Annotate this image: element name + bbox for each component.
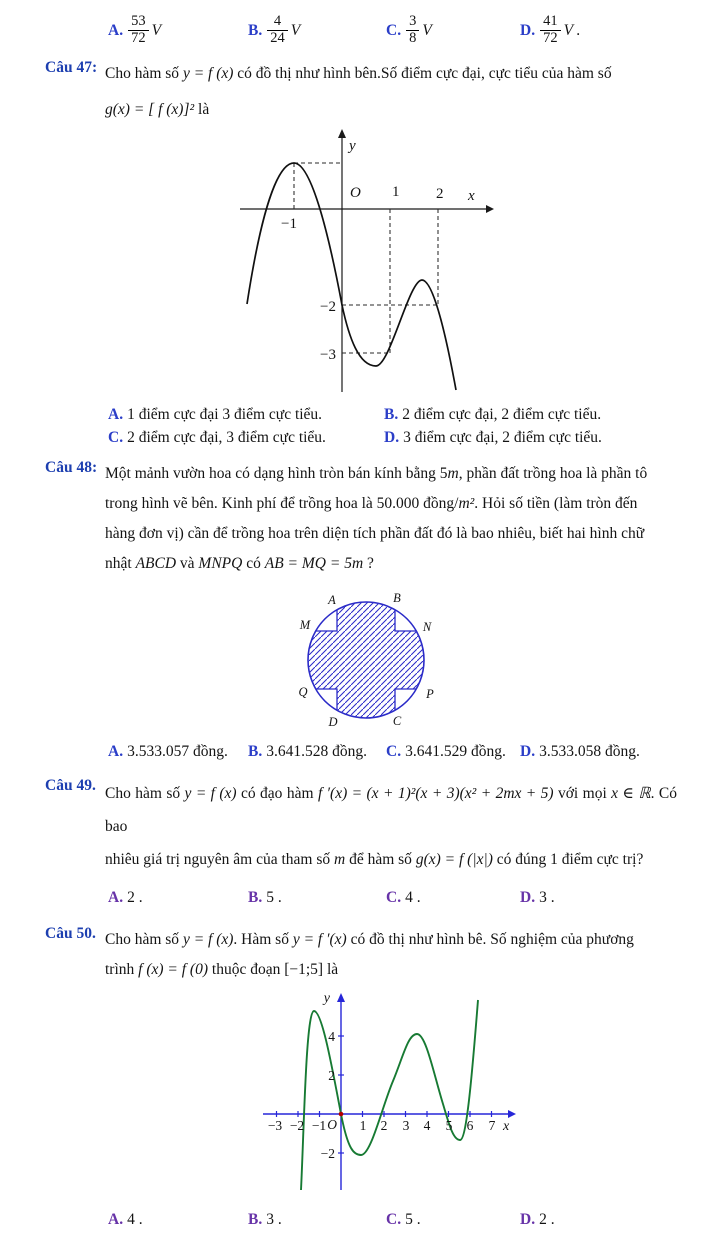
option-text: 3.641.529 đồng. [405, 742, 506, 760]
svg-text:4: 4 [328, 1028, 335, 1044]
text-run: nhiêu giá trị nguyên âm của tham số [105, 850, 334, 868]
question-48 [45, 459, 677, 763]
option-text: 2 . [127, 888, 143, 906]
y-tick-neg3: −3 [320, 346, 336, 363]
option-text: 3 . [266, 1210, 282, 1228]
x-axis-label: x [468, 187, 475, 204]
question-49-text-line2 [105, 843, 677, 876]
option-text: 3 điểm cực đại, 2 điểm cực tiểu. [403, 428, 602, 446]
svg-text:2: 2 [328, 1067, 335, 1083]
y-axis-arrow-icon [338, 129, 346, 138]
dashed-guides [294, 163, 438, 353]
text-run: có đúng 1 điểm cực trị? [492, 850, 644, 868]
svg-text:5: 5 [445, 1117, 453, 1133]
math-run: ABCD [135, 554, 177, 572]
option-letter: D. [520, 1210, 536, 1228]
svg-text:−3: −3 [267, 1117, 283, 1133]
circle-garden-svg [291, 583, 443, 731]
fraction-numerator: 41 [540, 14, 561, 31]
option-letter: C. [386, 742, 402, 760]
fraction [128, 14, 149, 47]
option-text: 3.533.058 đồng. [539, 742, 640, 760]
text-run: thuộc đoạn [208, 960, 285, 978]
option-b [384, 403, 677, 426]
figure-graph-q47 [237, 126, 677, 399]
option-b [248, 886, 386, 909]
graph-q50-svg [235, 989, 527, 1195]
question-50 [45, 925, 677, 1231]
question-49-text-line1 [105, 777, 677, 843]
question-49-label: Câu 49. [45, 776, 96, 794]
text-run: ? [363, 554, 374, 572]
option-a [108, 14, 248, 49]
option-c [108, 426, 384, 449]
text-run: trong hình vẽ bên. Kinh phí để trồng hoa là 50.000 đồng/ [105, 494, 459, 512]
label-B: B [393, 590, 401, 605]
svg-text:2: 2 [380, 1117, 388, 1133]
question-48-text-line3 [105, 519, 677, 549]
option-value: V [151, 22, 162, 39]
option-letter: C. [386, 888, 402, 906]
fraction-denominator: 72 [543, 29, 558, 46]
text-run: hàng đơn vị) cần để trồng hoa trên diện tích phần đất đó là bao nhiêu, biết hai hình chữ [105, 524, 645, 542]
math-run: y = f (x) [182, 930, 234, 948]
math-run: y = f ′(x) [292, 930, 347, 948]
option-letter: B. [248, 1210, 263, 1228]
x-axis-label: x [503, 1118, 510, 1134]
question-48-text-line1 [105, 459, 677, 489]
answer-row-previous-question [108, 14, 677, 49]
text-run: có đồ thị như hình bên.Số điểm cực đại, cực tiểu của hàm số [233, 64, 612, 82]
y-axis-label: y [323, 990, 330, 1006]
text-run: có [242, 554, 265, 572]
option-text: 5 . [405, 1210, 421, 1228]
label-N: N [422, 619, 432, 634]
option-letter: D. [384, 428, 400, 446]
origin-label: O [327, 1116, 337, 1132]
text-run: [−1;5] [284, 960, 324, 978]
origin-label: O [350, 184, 361, 201]
svg-text:6: 6 [466, 1117, 474, 1133]
math-run: g(x) = f (|x|) [415, 850, 493, 868]
text-run: Cho hàm số [105, 784, 185, 802]
text-run: nhật [105, 554, 136, 572]
graph-q47-svg [237, 126, 497, 394]
question-49 [45, 777, 677, 909]
option-text: 4 . [405, 888, 421, 906]
text-run: có đồ thị như hình bê. Số nghiệm của phương [346, 930, 634, 948]
fraction-denominator: 8 [409, 29, 417, 46]
option-value: V . [563, 22, 581, 39]
math-run: g(x) = [ f (x)]² [105, 100, 195, 118]
fraction-numerator: 3 [406, 14, 419, 31]
option-d [520, 14, 677, 49]
option-text: 4 . [127, 1210, 143, 1228]
y-axis-label: y [349, 137, 356, 154]
x-tick-2: 2 [436, 185, 444, 202]
fraction-numerator: 53 [128, 14, 149, 31]
x-axis-arrow-icon [508, 1110, 516, 1118]
fraction [267, 14, 288, 47]
question-50-text-line1 [105, 925, 677, 955]
text-run: . Hỏi số tiền (làm tròn đến [474, 494, 638, 512]
option-text: 2 điểm cực đại, 2 điểm cực tiểu. [402, 405, 602, 423]
svg-text:1: 1 [359, 1117, 367, 1133]
y-axis-arrow-icon [337, 993, 345, 1002]
option-b [248, 740, 386, 763]
text-run: và [176, 554, 199, 572]
option-text: 2 . [539, 1210, 555, 1228]
svg-text:3: 3 [402, 1117, 410, 1133]
question-47 [45, 59, 677, 449]
option-text: 3.533.057 đồng. [127, 742, 228, 760]
option-text: 3 . [539, 888, 555, 906]
option-c [386, 14, 520, 49]
option-d [520, 1208, 677, 1231]
question-48-text-line2 [105, 489, 677, 519]
text-run: là [194, 100, 210, 118]
option-text: 5 . [266, 888, 282, 906]
question-50-options [108, 1208, 677, 1231]
label-P: P [426, 686, 434, 701]
axis-ticks [277, 1036, 492, 1153]
option-a [108, 403, 384, 426]
fraction [540, 14, 561, 47]
question-50-text-line2 [105, 955, 677, 985]
fraction [406, 14, 419, 47]
text-run: trình [105, 960, 139, 978]
option-a [108, 1208, 248, 1231]
text-run: có đạo hàm [236, 784, 318, 802]
text-run: Cho hàm số [105, 930, 183, 948]
math-run: MNPQ [198, 554, 243, 572]
question-48-options [108, 740, 677, 763]
math-run: AB = MQ = 5m [264, 554, 364, 572]
fraction-denominator: 24 [270, 29, 285, 46]
math-run: m [447, 464, 459, 482]
question-49-options [108, 886, 677, 909]
option-c [386, 886, 520, 909]
option-d [520, 740, 677, 763]
text-run: để hàm số [345, 850, 416, 868]
option-value: V [422, 22, 432, 39]
svg-text:−2: −2 [320, 1145, 335, 1161]
svg-text:−2: −2 [289, 1117, 305, 1133]
option-letter: A. [108, 742, 124, 760]
label-A: A [328, 592, 336, 607]
option-letter: C. [386, 22, 402, 39]
math-run: f (x) = f (0) [138, 960, 209, 978]
option-letter: D. [520, 22, 536, 39]
figure-graph-q50 [235, 989, 677, 1200]
text-run: Một mảnh vườn hoa có dạng hình tròn bán kính bằng 5 [105, 464, 448, 482]
option-value: V [290, 22, 301, 39]
option-c [386, 1208, 520, 1231]
axes [263, 1000, 508, 1190]
option-letter: C. [108, 428, 124, 446]
text-run: Cho hàm số [105, 64, 183, 82]
question-48-text-line4 [105, 549, 677, 579]
figure-circle-q48 [291, 583, 677, 736]
x-tick-1: 1 [392, 183, 400, 200]
option-c [386, 740, 520, 763]
text-run: . Hàm số [233, 930, 293, 948]
math-run: y = f (x) [182, 64, 234, 82]
question-47-options [108, 403, 677, 449]
option-letter: B. [384, 405, 399, 423]
text-run: , phần đất trồng hoa là phần tô [458, 464, 648, 482]
option-text: 1 điểm cực đại 3 điểm cực tiểu. [127, 405, 323, 423]
option-a [108, 740, 248, 763]
option-a [108, 886, 248, 909]
question-47-label: Câu 47: [45, 58, 98, 76]
option-letter: A. [108, 1210, 124, 1228]
text-run: với mọi [553, 784, 612, 802]
option-b [248, 1208, 386, 1231]
x-tick-labels [268, 1118, 496, 1133]
option-letter: C. [386, 1210, 402, 1228]
label-C: C [392, 713, 402, 728]
question-47-text-line2 [105, 95, 677, 124]
label-Q: Q [298, 684, 308, 699]
x-tick-neg1: −1 [281, 215, 297, 232]
option-letter: A. [108, 22, 124, 39]
math-run: m² [458, 494, 475, 512]
origin-point [339, 1112, 344, 1117]
svg-text:7: 7 [488, 1117, 496, 1133]
math-run: x ∈ ℝ [611, 784, 651, 802]
option-b [248, 14, 386, 49]
svg-text:−1: −1 [311, 1117, 327, 1133]
option-letter: A. [108, 888, 124, 906]
svg-text:4: 4 [423, 1117, 431, 1133]
label-M: M [299, 617, 311, 632]
option-letter: B. [248, 22, 263, 39]
option-letter: B. [248, 742, 263, 760]
option-text: 3.641.528 đồng. [266, 742, 367, 760]
math-run: y = f (x) [184, 784, 237, 802]
math-run: f ′(x) = (x + 1)²(x + 3)(x² + 2mx + 5) [317, 784, 554, 802]
y-tick-neg2: −2 [320, 298, 336, 315]
fraction-denominator: 72 [131, 29, 146, 46]
option-letter: D. [520, 888, 536, 906]
question-50-label: Câu 50. [45, 924, 96, 942]
math-run: m [334, 850, 346, 868]
fraction-numerator: 4 [267, 14, 288, 31]
option-letter: A. [108, 405, 124, 423]
option-d [384, 426, 677, 449]
text-run: . Có bao [105, 784, 677, 835]
option-letter: B. [248, 888, 263, 906]
question-48-label: Câu 48: [45, 458, 98, 476]
option-letter: D. [520, 742, 536, 760]
text-run: là [323, 960, 339, 978]
x-axis-arrow-icon [486, 205, 494, 213]
option-d [520, 886, 677, 909]
option-text: 2 điểm cực đại, 3 điểm cực tiểu. [127, 428, 326, 446]
question-47-text-line1 [105, 59, 677, 88]
label-D: D [328, 714, 338, 729]
